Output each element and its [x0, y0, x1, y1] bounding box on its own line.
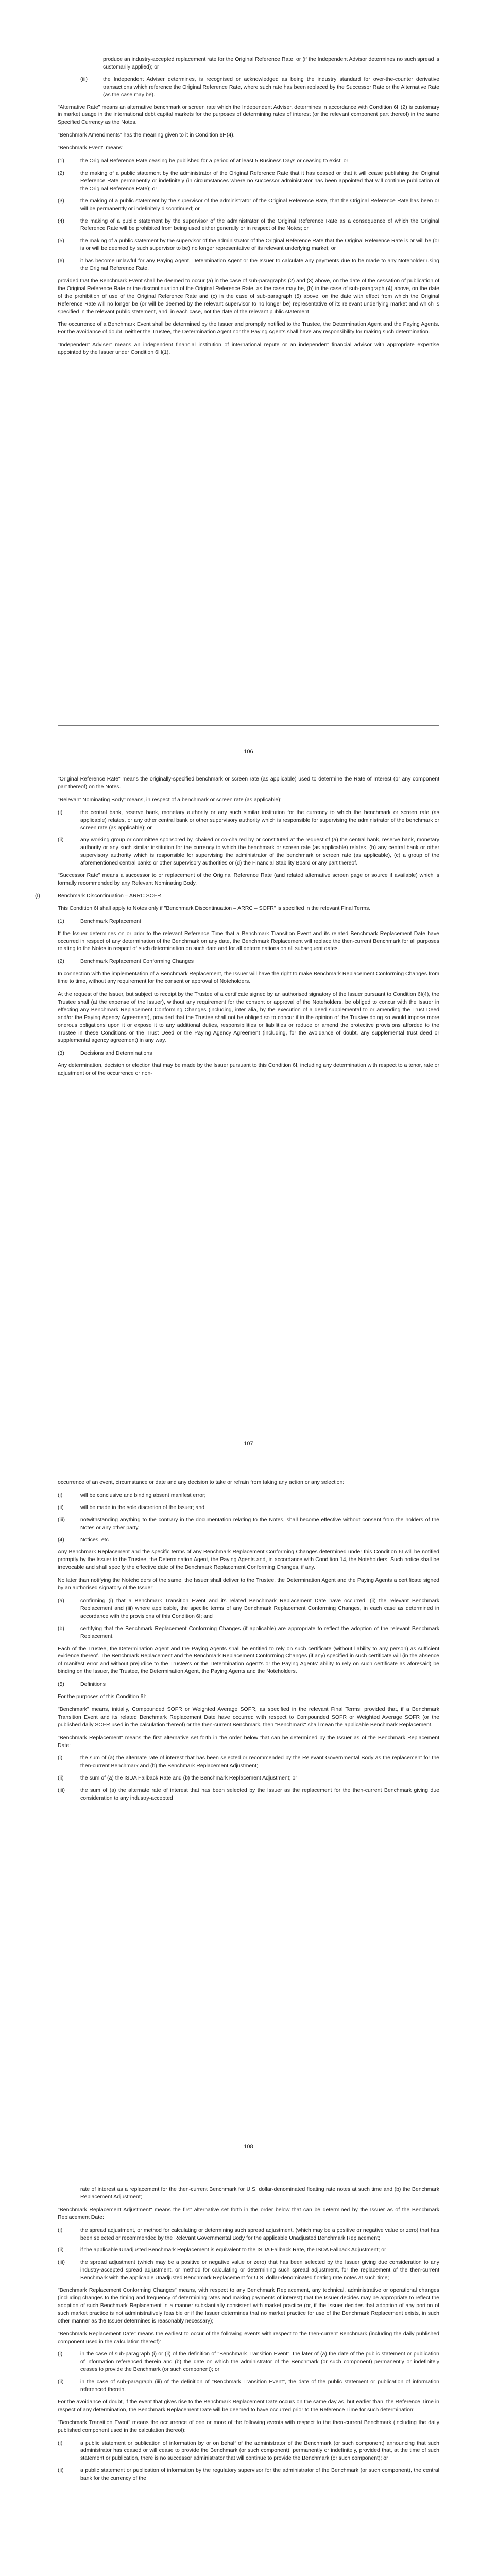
section-title: Benchmark Discontinuation – ARRC SOFR: [58, 892, 161, 899]
item-label: (i): [58, 2351, 63, 2358]
subsection-heading: [58, 1536, 439, 1544]
subsection-text: Any Benchmark Replacement and the specific terms of any Benchmark Replacement Conforming Changes determined under this Condition 6I will be notified promptly by the Issuer to the Trustee, the Determination Agent, the Paying Agents and, in accordance with Condition 14, the Noteholders. Such notice shall be irrevocable and shall specify the effective date of the Benchmark Replacement Conforming Changes, if any.: [58, 1549, 439, 1571]
continuation-text: rate of interest as a replacement for the then-current Benchmark for U.S. dollar-denominated floating rate notes at such time and (b) the Benchmark Replacement Adjustment;: [80, 2186, 439, 2200]
item-text: a public statement or publication of information by or on behalf of the administrator of the Benchmark (or such component) announcing that such administrator has ceased or will cease to provide the Benchmark (or such component), permanently or indefinitely, provided that, at the time of such statement or publication, there is no successor administrator that will continue to provide the Benchmark (or such component); or: [80, 2439, 439, 2462]
definition-benchmark: "Benchmark" means, initially, Compounded SOFR or Weighted Average SOFR, as specified in the relevant Final Terms; provided that, if a Benchmark Transition Event and its related Benchmark Replacement Date have occurred with respect to Compounded SOFR or Weighted Average SOFR (or the published daily SOFR used in the calculation thereof) or the then-current Benchmark, then "Benchmark" shall mean the applicable Benchmark Replacement.: [58, 1706, 439, 1728]
item-label: (i): [58, 1755, 63, 1761]
item-text: notwithstanding anything to the contrary in the documentation relating to the Notes, shall become effective without consent from the holders of the Notes or any other party.: [80, 1516, 439, 1531]
subsection-text: If the Issuer determines on or prior to the relevant Reference Time that a Benchmark Transition Event and its related Benchmark Replacement Date have occurred in respect of any determination of the Benchmark on any date, the Benchmark Replacement will replace the then-current Benchmark for all purposes relating to the Notes in respect of such determination on such date and for all determinations on all subsequent dates.: [58, 930, 439, 952]
item-label: (ii): [58, 2379, 64, 2385]
section-heading: [35, 892, 439, 900]
item-label: (6): [58, 258, 64, 264]
definitions-intro: For the purposes of this Condition 6I:: [58, 1693, 147, 1700]
subsection-heading: [58, 918, 439, 925]
subsection-heading: [58, 958, 439, 965]
definition-relevant-nominating-body: "Relevant Nominating Body" means, in respect of a benchmark or screen rate (as applicable):: [58, 796, 282, 803]
subsection-text: No later than notifying the Noteholders of the same, the Issuer shall deliver to the Trustee, the Determination Agent and the Paying Agents a certificate signed by an authorised signatory of the Issuer:: [58, 1577, 439, 1591]
page-number: 106: [244, 749, 253, 755]
item-label: (ii): [58, 837, 64, 843]
item-text: the Original Reference Rate ceasing be published for a period of at least 5 Business Days or ceasing to exist; or: [80, 158, 349, 164]
list-item: [80, 56, 439, 71]
definition-benchmark-replacement-adjustment: "Benchmark Replacement Adjustment" means the first alternative set forth in the order below that can be determined by the Issuer as of the Benchmark Replacement Date:: [58, 2206, 439, 2221]
list-item: [58, 257, 439, 273]
item-label: (a): [58, 1597, 64, 1604]
item-label: (5): [58, 238, 64, 244]
definition-successor-rate: "Successor Rate" means a successor to or replacement of the Original Reference Rate (and related alternative screen page or source if available) which is formally recommended by any Relevant Nominating Body.: [58, 872, 439, 886]
reliance-paragraph: Each of the Trustee, the Determination Agent and the Paying Agents shall be entitled to rely on such certificate (without liability to any person) as sufficient evidence thereof. The Benchmark Replacement and the Benchmark Replacement Conforming Changes (if any) specified in such certificate will (in the absence of manifest error and without prejudice to the Trustee's or the Determination Agent's or the Paying Agents' ability to rely on such certificate as aforesaid) be binding on the Issuer, the Trustee, the Determination Agent, the Paying Agents and the Noteholders.: [58, 1645, 439, 1675]
item-text: if the applicable Unadjusted Benchmark Replacement is equivalent to the ISDA Fallback Rate, the ISDA Fallback Adjustment; or: [80, 2247, 386, 2253]
list-item: [58, 2227, 439, 2242]
item-text: confirming (i) that a Benchmark Transition Event and its related Benchmark Replacement Date have occurred, (ii) the relevant Benchmark Replacement and (iii) where applicable, the specific terms of any Benchmark Replacement Conforming Changes, in each case as determined in accordance with the provisions of this Condition 6I; and: [80, 1597, 439, 1619]
item-label: (ii): [58, 1504, 64, 1511]
subsection-title: Benchmark Replacement: [80, 918, 141, 924]
subsection-label: (1): [58, 918, 64, 924]
subsection-label: (4): [58, 1536, 64, 1543]
item-label: (i): [58, 2227, 63, 2233]
item-text: in the case of sub-paragraph (i) or (ii) of the definition of "Benchmark Transition Event", the later of (a) the date of the public statement or publication of information referenced therein and (b) the date on which the administrator of the Benchmark (or such component) permanently or indefinitely ceases to provide the Benchmark (or such component); or: [80, 2351, 439, 2373]
list-item: [58, 2378, 439, 2394]
definition-independent-adviser: "Independent Adviser" means an independent financial institution of international repute or an independent financial advisor with appropriate expertise appointed by the Issuer under Condition 6H(1).: [58, 342, 439, 356]
item-text: the spread adjustment (which may be a positive or negative value or zero) that has been selected by the Issuer giving due consideration to any industry-accepted spread adjustment, or method for calculating or determining such spread adjustment, for the replacement of the then-current Benchmark with the applicable Unadjusted Benchmark Replacement for U.S. dollar-denominated floating rate notes at such time;: [80, 2259, 439, 2281]
list-item: [58, 2259, 439, 2282]
item-text: a public statement or publication of information by the regulatory supervisor for the administrator of the Benchmark (or such component), the central bank for the currency of the: [80, 2467, 439, 2482]
item-text: the sum of (a) the alternate rate of interest that has been selected or recommended by the Relevant Governmental Body as the replacement for the then-current Benchmark and (b) the Benchmark Replacement Adjustment;: [80, 1755, 439, 1769]
list-item: [58, 1625, 439, 1640]
item-text: any working group or committee sponsored by, chaired or co-chaired by or constituted at the request of (a) the central bank, reserve bank, monetary authority or any such similar institution for the currency to which the benchmark or screen rate (as applicable) relates, (b) any central bank or other supervisory authority which is responsible for supervising the administrator of the benchmark or screen rate (as applicable), (c) a group of the aforementioned central banks or other supervisory authorities or (d) the Financial Stability Board or any part thereof.: [80, 837, 439, 867]
item-text: the sum of (a) the ISDA Fallback Rate and (b) the Benchmark Replacement Adjustment; or: [80, 1775, 297, 1782]
occurrence-paragraph: The occurrence of a Benchmark Event shall be determined by the Issuer and promptly notified to the Trustee, the Determination Agent and the Paying Agents. For the avoidance of doubt, neither the Trustee, the Determination Agent nor the Paying Agents shall have any responsibility for making such determination.: [58, 321, 439, 335]
list-item: [58, 1787, 439, 1802]
item-label: (3): [58, 197, 64, 204]
list-item: [58, 2246, 439, 2254]
item-text: certifying that the Benchmark Replacement Conforming Changes (if applicable) are appropriate to reflect the adoption of the relevant Benchmark Replacement.: [80, 1625, 439, 1639]
list-item: [58, 197, 439, 213]
list-item: [58, 237, 439, 252]
page-divider: [58, 725, 439, 726]
definition-benchmark-amendments: "Benchmark Amendments" has the meaning given to it in Condition 6H(4).: [58, 132, 235, 139]
list-item: [58, 217, 439, 233]
definition-benchmark-replacement: "Benchmark Replacement" means the first alternative set forth in the order below that can be determined by the Issuer as of the Benchmark Replacement Date:: [58, 1734, 439, 1749]
subsection-text: Any determination, decision or election that may be made by the Issuer pursuant to this Condition 6I, including any determination with respect to a tenor, rate or adjustment or of the occurrence or non-: [58, 1062, 439, 1077]
subsection-title: Decisions and Determinations: [80, 1050, 152, 1057]
item-text: will be conclusive and binding absent manifest error;: [80, 1492, 206, 1498]
item-text: produce an industry-accepted replacement rate for the Original Reference Rate; or (if the Independent Advisor determines no such spread is customarily applied); or: [103, 56, 439, 70]
item-text: the making of a public statement by the supervisor of the administrator of the Original Reference Rate as a consequence of which the Original Reference Rate will be prohibited from being used either generally or in respect of the Notes; or: [80, 217, 439, 232]
item-text: the sum of (a) the alternate rate of interest that has been selected by the Issuer as the replacement for the then-current Benchmark giving due consideration to any industry-accepted: [80, 1787, 439, 1802]
list-item: [58, 1774, 439, 1782]
subsection-title: Benchmark Replacement Conforming Changes: [80, 958, 194, 965]
list-item: [58, 1597, 439, 1620]
list-item: [58, 157, 439, 165]
item-label: (ii): [58, 1775, 64, 1782]
avoidance-paragraph: For the avoidance of doubt, if the event that gives rise to the Benchmark Replacement Date occurs on the same day as, but earlier than, the Reference Time in respect of any determination, the Benchmark Replacement Date will be deemed to have occurred prior to the Reference Time for such determination;: [58, 2398, 439, 2413]
page-number: 108: [244, 2144, 253, 2150]
subsection-title: Notices, etc: [80, 1536, 109, 1543]
item-text: in the case of sub-paragraph (iii) of the definition of "Benchmark Transition Event", the date of the public statement or publication of information referenced therein.: [80, 2379, 439, 2393]
item-label: (iii): [58, 1516, 65, 1523]
item-label: (iii): [58, 1787, 65, 1794]
list-item: [58, 1492, 439, 1499]
item-label: (i): [58, 2439, 63, 2446]
item-text: the making of a public statement by the administrator of the Original Reference Rate that it has ceased or that it will cease publishing the Original Reference Rate permanently or indefinitely (in circumstances where no successor administrator has been appointed that will continue publication of the Original Reference Rate); or: [80, 170, 439, 192]
list-item: [58, 836, 439, 867]
item-label: (i): [58, 809, 63, 816]
page-107: [0, 775, 497, 1082]
definition-conforming-changes: "Benchmark Replacement Conforming Changes" means, with respect to any Benchmark Replacement, any technical, administrative or operational changes (including changes to the timing and frequency of determining rates and making payments of interest) that the Issuer decides may be appropriate to reflect the adoption of such Benchmark Replacement in a manner substantially consistent with market practice (or, if the Issuer decides that adoption of any portion of such market practice is not administratively feasible or if the Issuer determines that no market practice for use of the Benchmark Replacement exists, in such other manner as the Issuer determines is reasonably necessary);: [58, 2287, 439, 2324]
proviso-paragraph: provided that the Benchmark Event shall be deemed to occur (a) in the case of sub-paragraphs (2) and (3) above, on the date of the cessation of publication of the Original Reference Rate or the discontinuation of the Original Reference Rate, as the case may be, (b) in the case of sub-paragraph (4) above, on the date of the prohibition of use of the Original Reference Rate and (c) in the case of sub-paragraph (5) above, on the date with effect from which the Original Reference Rate will no longer be (or will be deemed by the relevant supervisor to no longer be) representative of its relevant underlying market and which is specified in the relevant public statement, and, in each case, not the date of the relevant public statement.: [58, 277, 439, 315]
subsection-label: (3): [58, 1050, 64, 1057]
definition-alternative-rate: "Alternative Rate" means an alternative benchmark or screen rate which the Independent Adviser, determines in accordance with Condition 6H(2) is customary in market usage in the international debt capital markets for the purposes of determining rates of interest (or the relevant component part thereof) in the same Specified Currency as the Notes.: [58, 104, 439, 126]
subsection-label: (2): [58, 958, 64, 965]
item-text: the Independent Adviser determines, is recognised or acknowledged as being the industry standard for over-the-counter derivative transactions which reference the Original Reference Rate, where such rate has been replaced by the Successor Rate or the Alternative Rate (as the case may be).: [103, 76, 439, 98]
subsection-heading: [58, 1681, 439, 1688]
item-label: (i): [58, 1492, 63, 1498]
list-item: [58, 2350, 439, 2374]
list-item: [58, 170, 439, 193]
subsection-title: Definitions: [80, 1681, 106, 1688]
item-text: the making of a public statement by the supervisor of the administrator of the Original Reference Rate, that the Original Reference Rate has been or will be permanently or indefinitely discontinued; or: [80, 197, 439, 212]
subsection-text: At the request of the Issuer, but subject to receipt by the Trustee of a certificate signed by an authorised signatory of the Issuer pursuant to Condition 6I(4), the Trustee shall (at the expense of the Issuer), without any requirement for the consent or approval of the Noteholders, be obliged to concur with the Issuer in effecting any Benchmark Replacement Conforming Changes (including, inter alia, by the execution of a deed supplemental to or amending the Trust Deed and/or the Paying Agency Agreement), provided that the Trustee shall not be obliged so to concur if in the opinion of the Trustee doing so would impose more onerous obligations upon it or expose it to any additional duties, responsibilities or liabilities or reduce or amend the protective provisions afforded to the Trustee in these Conditions or the Trust Deed or the Paying Agency Agreement (including, for the avoidance of doubt, any supplemental trust deed or supplemental agency agreement) in any way.: [58, 991, 439, 1044]
item-label: (iii): [58, 2259, 65, 2266]
list-item: [58, 2439, 439, 2463]
subsection-heading: [58, 1049, 439, 1057]
continuation-text: occurrence of an event, circumstance or date and any decision to take or refrain from taking any action or any selection:: [58, 1479, 345, 1485]
page-number: 107: [244, 1440, 253, 1447]
list-item: [58, 1504, 439, 1512]
list-item: [58, 809, 439, 832]
item-text: the spread adjustment, or method for calculating or determining such spread adjustment, (which may be a positive or negative value or zero) that has been selected or recommended by the Relevant Governmental Body for the applicable Unadjusted Benchmark Replacement;: [80, 2227, 439, 2241]
page-108: [0, 1479, 497, 1807]
definition-original-reference-rate: "Original Reference Rate" means the originally-specified benchmark or screen rate (as applicable) used to determine the Rate of Interest (or any component part thereof) on the Notes.: [58, 776, 439, 790]
item-label: (b): [58, 1625, 64, 1632]
definition-transition-event: "Benchmark Transition Event" means the occurrence of one or more of the following events with respect to the then-current Benchmark (including the daily published component used in the calculation thereof):: [58, 2419, 439, 2433]
definition-benchmark-event: "Benchmark Event" means:: [58, 145, 124, 151]
item-label: (iii): [80, 76, 88, 82]
page-109: [0, 2185, 497, 2487]
section-label: (I): [35, 892, 40, 899]
item-text: it has become unlawful for any Paying Agent, Determination Agent or the Issuer to calculate any payments due to be made to any Noteholder using the Original Reference Rate,: [80, 258, 439, 272]
page-106: [0, 56, 497, 362]
subsection-text: In connection with the implementation of a Benchmark Replacement, the Issuer will have the right to make Benchmark Replacement Conforming Changes from time to time, without any requirement for the consent or approval of Noteholders.: [58, 971, 439, 985]
item-label: (2): [58, 170, 64, 176]
item-text: the making of a public statement by the supervisor of the administrator of the Original Reference Rate that the Original Reference Rate is or will be (or is or will be deemed by such supervisor to be) no longer representative of its relevant underlying market; or: [80, 238, 439, 252]
subsection-label: (5): [58, 1681, 64, 1688]
list-item: [58, 1516, 439, 1532]
item-label: (1): [58, 158, 64, 164]
list-item: [58, 2467, 439, 2482]
section-intro: This Condition 6I shall apply to Notes only if "Benchmark Discontinuation – ARRC – SOFR" is specified in the relevant Final Terms.: [58, 905, 371, 911]
item-text: the central bank, reserve bank, monetary authority or any such similar institution for the currency to which the benchmark or screen rate (as applicable) relates, or any other central bank or other supervisory authority which is responsible for supervising the administrator of the benchmark or screen rate (as applicable); or: [80, 809, 439, 831]
definition-replacement-date: "Benchmark Replacement Date" means the earliest to occur of the following events with respect to the then-current Benchmark (including the daily published component used in the calculation thereof):: [58, 2330, 439, 2345]
item-label: (ii): [58, 2467, 64, 2474]
item-label: [80, 56, 103, 71]
list-item: [58, 1754, 439, 1770]
item-label: (ii): [58, 2247, 64, 2253]
item-text: will be made in the sole discretion of the Issuer; and: [80, 1504, 205, 1511]
item-label: (4): [58, 217, 64, 224]
list-item: [80, 76, 439, 99]
